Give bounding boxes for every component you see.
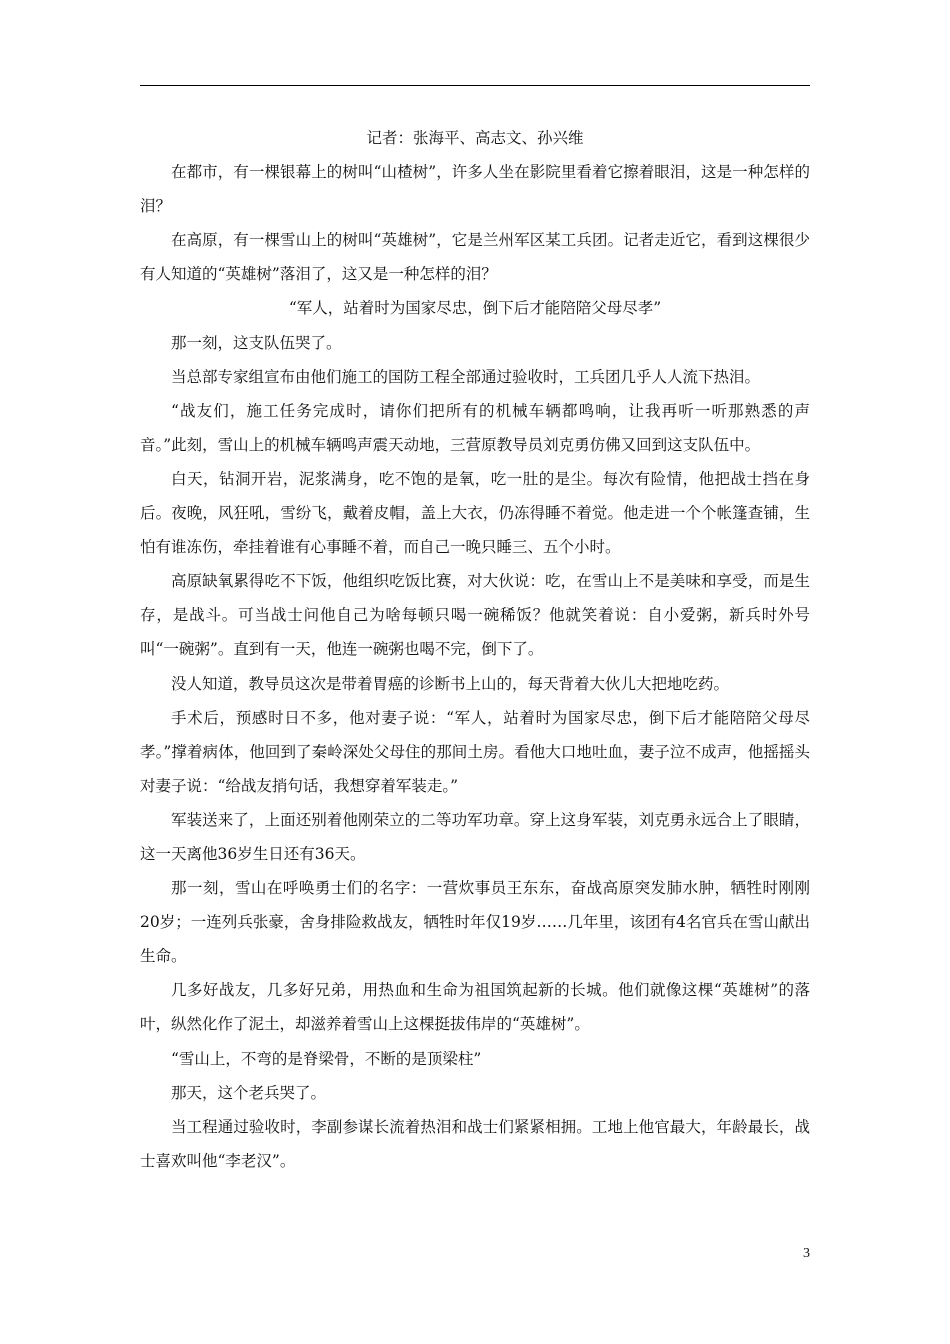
paragraph: 那一刻，雪山在呼唤勇士们的名字：一营炊事员王东东，奋战高原突发肺水肿，牺牲时刚刚20岁；一连列兵张豪，舍身排险救战友，牺牲时年仅19岁……几年里，该团有4名官兵在雪山献出生命。 <box>140 879 810 966</box>
paragraph: 几多好战友，几多好兄弟，用热血和生命为祖国筑起新的长城。他们就像这棵“英雄树”的落叶，纵然化作了泥土，却滋养着雪山上这棵挺拔伟岸的“英雄树”。 <box>140 981 810 1034</box>
section-heading: “军人，站着时为国家尽忠，倒下后才能陪陪父母尽孝” <box>288 299 662 318</box>
page-number: 3 <box>803 1246 810 1261</box>
paragraph: 在都市，有一棵银幕上的树叫“山楂树”，许多人坐在影院里看着它擦着眼泪，这是一种怎样的泪？ <box>140 163 810 216</box>
section-heading: “雪山上，不弯的是脊梁骨，不断的是顶梁柱” <box>171 1049 482 1068</box>
paragraph: 军装送来了，上面还别着他刚荣立的二等功军功章。穿上这身军装，刘克勇永远合上了眼睛，这一天离他36岁生日还有36天。 <box>140 810 810 863</box>
paragraph: 在高原，有一棵雪山上的树叫“英雄树”，它是兰州军区某工兵团。记者走近它，看到这棵很少有人知道的“英雄树”落泪了，这又是一种怎样的泪？ <box>140 231 810 284</box>
paragraph: 那天，这个老兵哭了。 <box>171 1083 327 1102</box>
paragraph: 高原缺氧累得吃不下饭，他组织吃饭比赛，对大伙说：吃，在雪山上不是美味和享受，而是生存，是战斗。可当战士问他自己为啥每顿只喝一碗稀饭？他就笑着说：自小爱粥，新兵时外号叫“一碗粥”。直到有一天，他连一碗粥也喝不完，倒下了。 <box>140 572 810 659</box>
header-rule <box>140 85 810 86</box>
article-body <box>140 121 810 1178</box>
paragraph: 没人知道，教导员这次是带着胃癌的诊断书上山的，每天背着大伙儿大把地吃药。 <box>171 674 730 693</box>
paragraph: 当总部专家组宣布由他们施工的国防工程全部通过验收时，工兵团几乎人人流下热泪。 <box>171 367 761 386</box>
paragraph: 白天，钻洞开岩，泥浆满身，吃不饱的是氧，吃一肚的是尘。每次有险情，他把战士挡在身后。夜晚，风狂吼，雪纷飞，戴着皮帽，盖上大衣，仍冻得睡不着觉。他走进一个个帐篷查铺，生怕有谁冻伤，牵挂着谁有心事睡不着，而自己一晚只睡三、五个小时。 <box>140 469 810 557</box>
paragraph: 手术后，预感时日不多，他对妻子说：“军人，站着时为国家尽忠，倒下后才能陪陪父母尽孝。”撑着病体，他回到了秦岭深处父母住的那间土房。看他大口地吐血，妻子泣不成声，他摇摇头对妻子说：“给战友捎句话，我想穿着军装走。” <box>140 708 810 795</box>
paragraph: 那一刻，这支队伍哭了。 <box>171 333 342 352</box>
byline: 记者：张海平、高志文、孙兴维 <box>366 129 584 147</box>
paragraph: 当工程通过验收时，李副参谋长流着热泪和战士们紧紧相拥。工地上他官最大，年龄最长，战士喜欢叫他“李老汉”。 <box>140 1117 810 1170</box>
paragraph: “战友们，施工任务完成时，请你们把所有的机械车辆都鸣响，让我再听一听那熟悉的声音。”此刻，雪山上的机械车辆鸣声震天动地，三营原教导员刘克勇仿佛又回到这支队伍中。 <box>140 401 810 454</box>
